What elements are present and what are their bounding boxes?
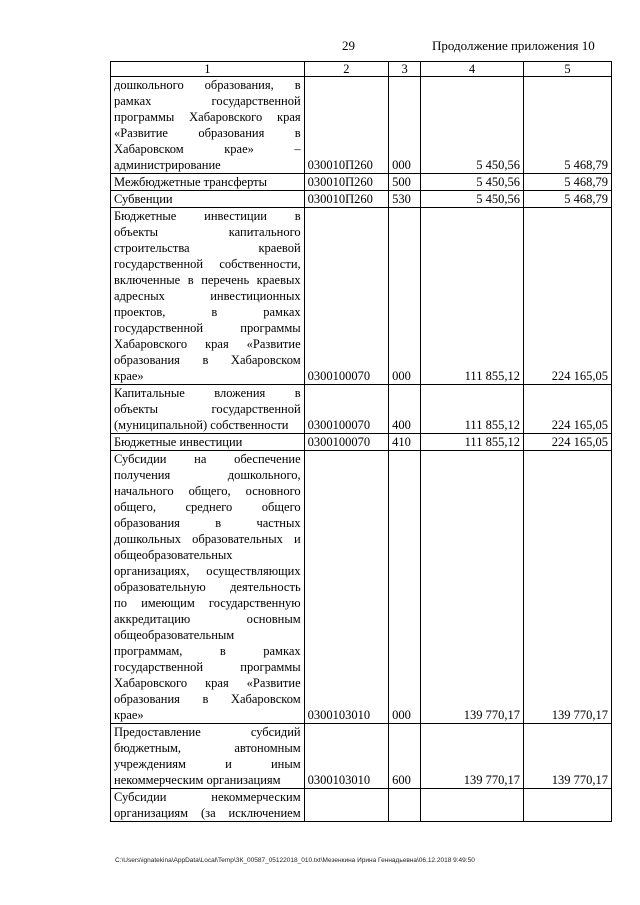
row-name-line: организациям (за исключением	[114, 806, 301, 820]
row-name-line: адресных инвестиционных	[114, 289, 301, 303]
expense-type-code: 410	[389, 434, 421, 451]
table-row-continued	[111, 789, 612, 822]
empty-cell	[389, 789, 421, 822]
row-name-line: начального общего, основного	[114, 484, 301, 498]
row-name-line: образования в частных	[114, 516, 301, 530]
column-header-4: 4	[420, 62, 523, 77]
row-name-line: образования в Хабаровском	[114, 692, 301, 706]
row-name-line: аккредитацию основным	[114, 612, 301, 626]
amount-column-4: 5 450,56	[420, 174, 523, 191]
target-article-code: 030010П260	[304, 191, 389, 208]
column-header-5: 5	[523, 62, 611, 77]
row-name-line: организациях, осуществляющих	[114, 564, 301, 578]
row-name	[111, 385, 305, 434]
row-name-line: государственной программы	[114, 660, 301, 674]
row-name-line: программам, в рамках	[114, 644, 301, 658]
amount-column-4: 5 450,56	[420, 77, 523, 174]
expense-type-code: 600	[389, 724, 421, 789]
amount-column-4: 139 770,17	[420, 724, 523, 789]
amount-column-4: 111 855,12	[420, 434, 523, 451]
row-name	[111, 724, 305, 789]
amount-column-5: 224 165,05	[523, 434, 611, 451]
amount-column-5: 139 770,17	[523, 724, 611, 789]
expense-type-code: 530	[389, 191, 421, 208]
table-row	[111, 451, 612, 724]
target-article-code: 030010П260	[304, 77, 389, 174]
page-number: 29	[342, 38, 355, 53]
expense-type-code: 400	[389, 385, 421, 434]
target-article-code: 0300100070	[304, 434, 389, 451]
amount-column-5: 5 468,79	[523, 174, 611, 191]
expense-type-code: 000	[389, 451, 421, 724]
amount-column-4: 111 855,12	[420, 208, 523, 385]
row-name-line: по имеющим государственную	[114, 596, 301, 610]
table-body	[111, 77, 612, 822]
row-name-line: крае»	[114, 708, 144, 722]
table-row	[111, 208, 612, 385]
row-name-line: программы Хабаровского края	[114, 110, 301, 124]
empty-cell	[523, 789, 611, 822]
amount-column-5: 224 165,05	[523, 208, 611, 385]
expense-type-code: 000	[389, 77, 421, 174]
column-header-row	[111, 62, 612, 77]
row-name-line: администрирование	[114, 158, 221, 172]
row-name-line: дошкольных образовательных и	[114, 532, 301, 546]
row-name	[111, 789, 305, 822]
budget-table	[110, 61, 612, 822]
table-row	[111, 724, 612, 789]
row-name-line: государственной собственности,	[114, 257, 301, 271]
empty-cell	[304, 789, 389, 822]
table-row	[111, 434, 612, 451]
row-name-line: общеобразовательных	[114, 548, 233, 562]
target-article-code: 0300100070	[304, 385, 389, 434]
target-article-code: 0300103010	[304, 724, 389, 789]
appendix-continuation-note: Продолжение приложения 10	[432, 38, 595, 53]
row-name-line: бюджетным, автономным	[114, 741, 301, 755]
row-name-line: Субсидии некоммерческим	[114, 790, 301, 804]
row-name	[111, 208, 305, 385]
row-name-line: государственной программы	[114, 321, 301, 335]
amount-column-5: 139 770,17	[523, 451, 611, 724]
row-name-line: дошкольного образования, в	[114, 78, 301, 92]
amount-column-4: 139 770,17	[420, 451, 523, 724]
amount-column-5: 5 468,79	[523, 191, 611, 208]
row-name	[111, 191, 305, 208]
column-header-3: 3	[389, 62, 421, 77]
table-row	[111, 385, 612, 434]
row-name	[111, 174, 305, 191]
row-name-line: рамках государственной	[114, 94, 301, 108]
target-article-code: 0300103010	[304, 451, 389, 724]
row-name	[111, 451, 305, 724]
row-name-line: получения дошкольного,	[114, 468, 301, 482]
row-name-line: включенные в перечень краевых	[114, 273, 301, 287]
target-article-code: 030010П260	[304, 174, 389, 191]
table-row	[111, 174, 612, 191]
target-article-code: 0300100070	[304, 208, 389, 385]
row-name-line: учреждениям и иным	[114, 757, 301, 771]
row-name-line: Бюджетные инвестиции в	[114, 209, 301, 223]
expense-type-code: 000	[389, 208, 421, 385]
row-name-line: общего, среднего общего	[114, 500, 301, 514]
row-name-line: Хабаровского края «Развитие	[114, 337, 301, 351]
expense-type-code: 500	[389, 174, 421, 191]
row-name	[111, 434, 305, 451]
column-header-2: 2	[304, 62, 389, 77]
column-header-1: 1	[111, 62, 305, 77]
row-name-line: образовательную деятельность	[114, 580, 301, 594]
empty-cell	[420, 789, 523, 822]
row-name-line: проектов, в рамках	[114, 305, 301, 319]
row-name-line: объекты государственной	[114, 402, 301, 416]
row-name-line: Хабаровского края «Развитие	[114, 676, 301, 690]
row-name-line: Хабаровском крае» –	[114, 142, 301, 156]
row-name	[111, 77, 305, 174]
row-name-line: Субсидии на обеспечение	[114, 452, 301, 466]
table-row	[111, 191, 612, 208]
row-name-line: некоммерческим организациям	[114, 773, 281, 787]
row-name-line: «Развитие образования в	[114, 126, 301, 140]
row-name-line: Капитальные вложения в	[114, 386, 301, 400]
amount-column-5: 224 165,05	[523, 385, 611, 434]
row-name-line: образования в Хабаровском	[114, 353, 301, 367]
amount-column-4: 5 450,56	[420, 191, 523, 208]
row-name-line: Межбюджетные трансферты	[114, 175, 268, 189]
amount-column-5: 5 468,79	[523, 77, 611, 174]
row-name-line: строительства краевой	[114, 241, 301, 255]
row-name-line: Субвенции	[114, 192, 173, 206]
row-name-line: крае»	[114, 369, 144, 383]
row-name-line: объекты капитального	[114, 225, 301, 239]
row-name-line: (муниципальной) собственности	[114, 418, 289, 432]
row-name-line: общеобразовательным	[114, 628, 235, 642]
row-name-line: Предоставление субсидий	[114, 725, 301, 739]
amount-column-4: 111 855,12	[420, 385, 523, 434]
table-row	[111, 77, 612, 174]
file-path-footer: C:\Users\ignatekina\AppData\Local\Temp\ЗК_00587_05122018_010.txt\Мезенкина Ирина Геннадьевна\06.12.2018 9:49:50	[115, 857, 475, 864]
row-name-line: Бюджетные инвестиции	[114, 435, 243, 449]
